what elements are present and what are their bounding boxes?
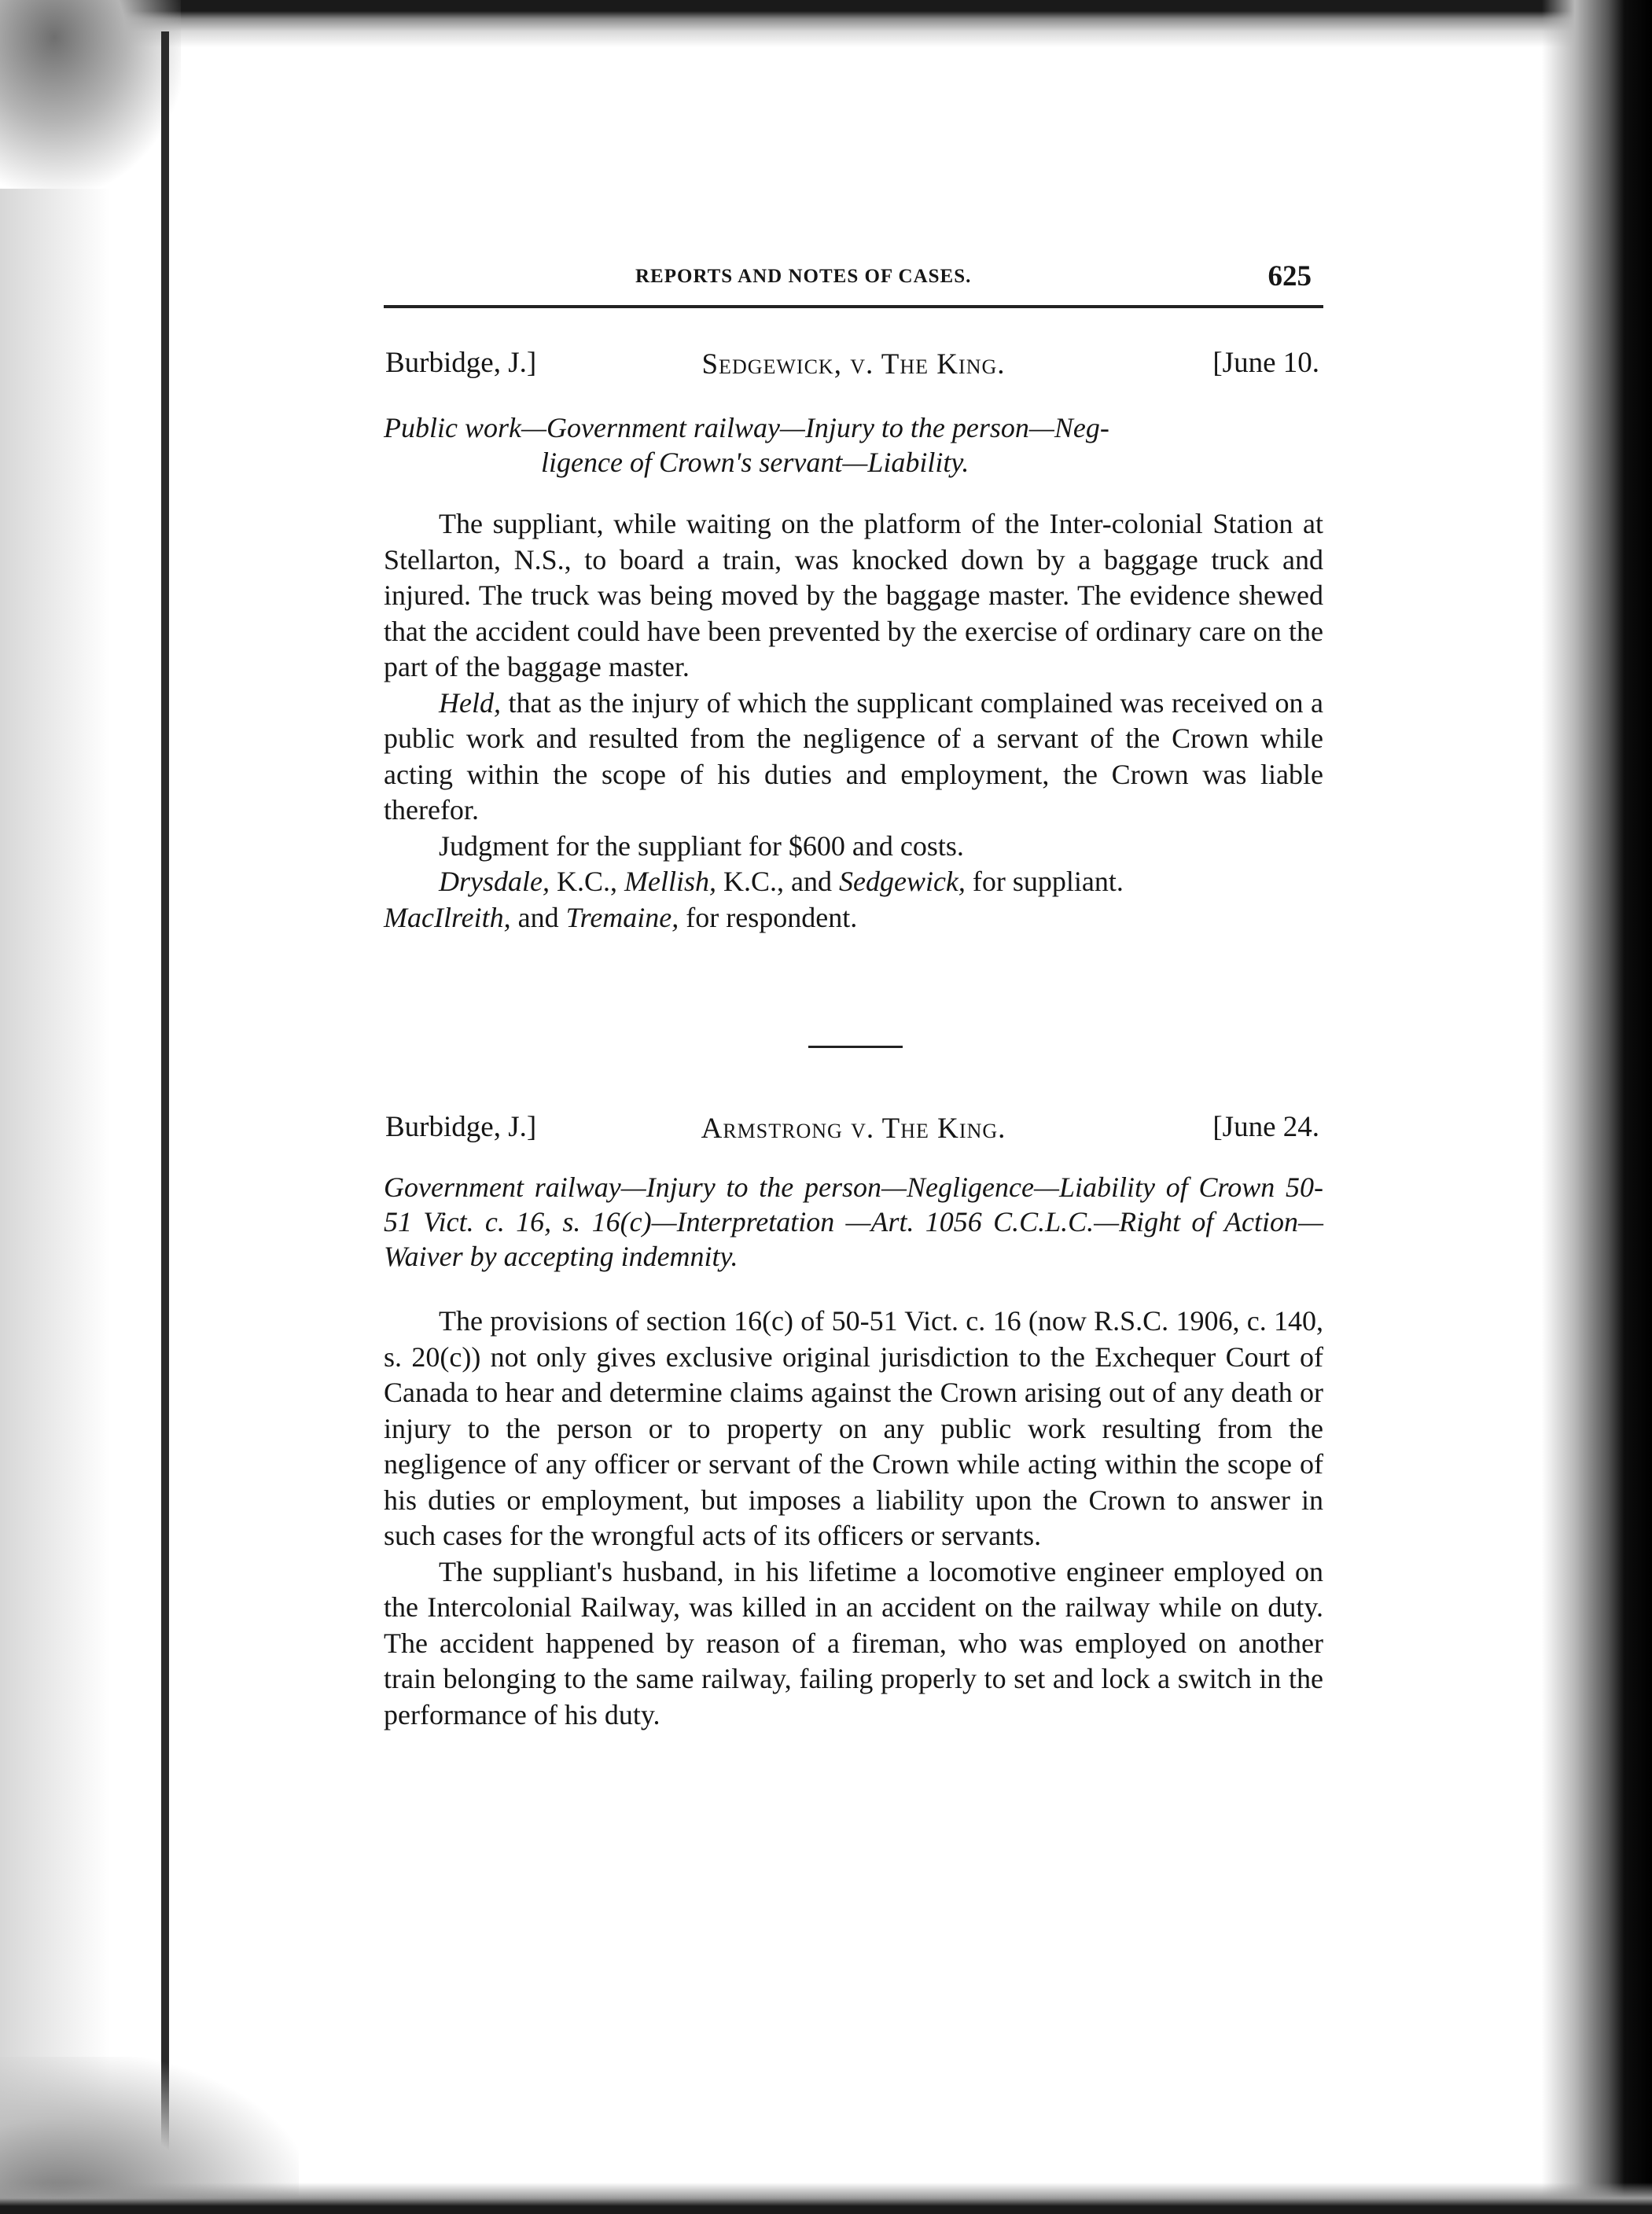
counsel-name: Drysdale, (439, 866, 550, 897)
running-header (384, 259, 1323, 299)
case-judgment: Judgment for the suppliant for $600 and costs. (439, 829, 964, 862)
case-paragraph: The suppliant's husband, in his lifetime a locomotive engineer employed on the Intercolonial Railway, was killed in an accident on the railway while on duty. The accident happened by reason of a fireman, who was employed on another train belonging to the same railway, failing properly to set and lock a switch in the performance of his duty. (384, 1555, 1323, 1730)
held-label: Held, (439, 686, 501, 719)
case-held (384, 686, 1323, 829)
case-counsel-respondent (384, 900, 1323, 936)
headnote-line: ligence of Crown's servant—Liability. (541, 447, 969, 478)
case-heading (384, 1110, 1323, 1149)
running-title: REPORTS AND NOTES OF CASES. (635, 266, 972, 287)
case-date: [June 24. (1212, 1111, 1319, 1143)
case-heading (384, 346, 1323, 385)
counsel-name: MacIlreith, (384, 901, 511, 933)
counsel-text: for suppliant. (965, 866, 1124, 897)
case-date: [June 10. (1212, 347, 1319, 379)
case-judge: Burbidge, J.] (385, 347, 537, 379)
case-facts: The suppliant, while waiting on the platform of the Inter-colonial Station at Stellarton, N.S., to board a train, was knocked down by a baggage truck and injured. The truck was being moved by the baggage master. The evidence shewed that the accident could have been prevented by the exercise of ordinary care on the part of the baggage master. (384, 508, 1323, 682)
case-counsel-suppliant (384, 864, 1323, 900)
case-separator (808, 1046, 903, 1048)
counsel-name: Tremaine, (565, 901, 679, 933)
case-headnote: Government railway—Injury to the person—Negligence—Liability of Crown 50-51 Vict. c. 16, s. 16(c)—Interpretation —Art. 1056 C.C.L.C.—Right of Action—Waiver by accepting indemnity. (384, 1171, 1323, 1272)
held-text: that as the injury of which the supplicant complained was received on a public work and resulted from the negligence of a servant of the Crown while acting within the scope of his duties and employment, the Crown was liable therefor. (384, 686, 1323, 826)
scan-left-shadow (0, 189, 157, 2214)
counsel-name: Mellish, (624, 866, 716, 897)
scan-bottom-edge (0, 2183, 1652, 2214)
case-judge: Burbidge, J.] (385, 1111, 537, 1143)
counsel-text: and (510, 901, 566, 933)
document-page (384, 259, 1323, 1730)
counsel-text: K.C., (549, 866, 624, 897)
scan-right-edge (1542, 0, 1652, 2214)
case-title: Armstrong v. The King. (701, 1113, 1006, 1145)
page-binding-edge (161, 31, 169, 2186)
case-armstrong (384, 1110, 1323, 1733)
scan-corner-shadow (0, 0, 181, 189)
case-title: Sedgewick, v. The King. (701, 348, 1006, 381)
page-number: 625 (1268, 260, 1312, 292)
header-rule (384, 305, 1323, 308)
scan-top-edge (0, 0, 1652, 47)
case-headnote (384, 410, 1323, 480)
case-sedgewick (384, 346, 1323, 936)
counsel-name: Sedgewick, (838, 866, 966, 897)
headnote-line: Public work—Government railway—Injury to the person—Neg- (384, 412, 1109, 443)
case-paragraph: The provisions of section 16(c) of 50-51 Vict. c. 16 (now R.S.C. 1906, c. 140, s. 20(c)) not only gives exclusive original jurisdiction to the Exchequer Court of Canada to hear and determine claims against the Crown arising out of any death or injury to the person or to property on any public work resulting from the negligence of any officer or servant of the Crown while acting within the scope of his duties or employment, but imposes a liability upon the Crown to answer in such cases for the wrongful acts of its officers or servants. (384, 1305, 1323, 1551)
counsel-text: for respondent. (679, 901, 858, 933)
counsel-text: K.C., and (716, 866, 839, 897)
